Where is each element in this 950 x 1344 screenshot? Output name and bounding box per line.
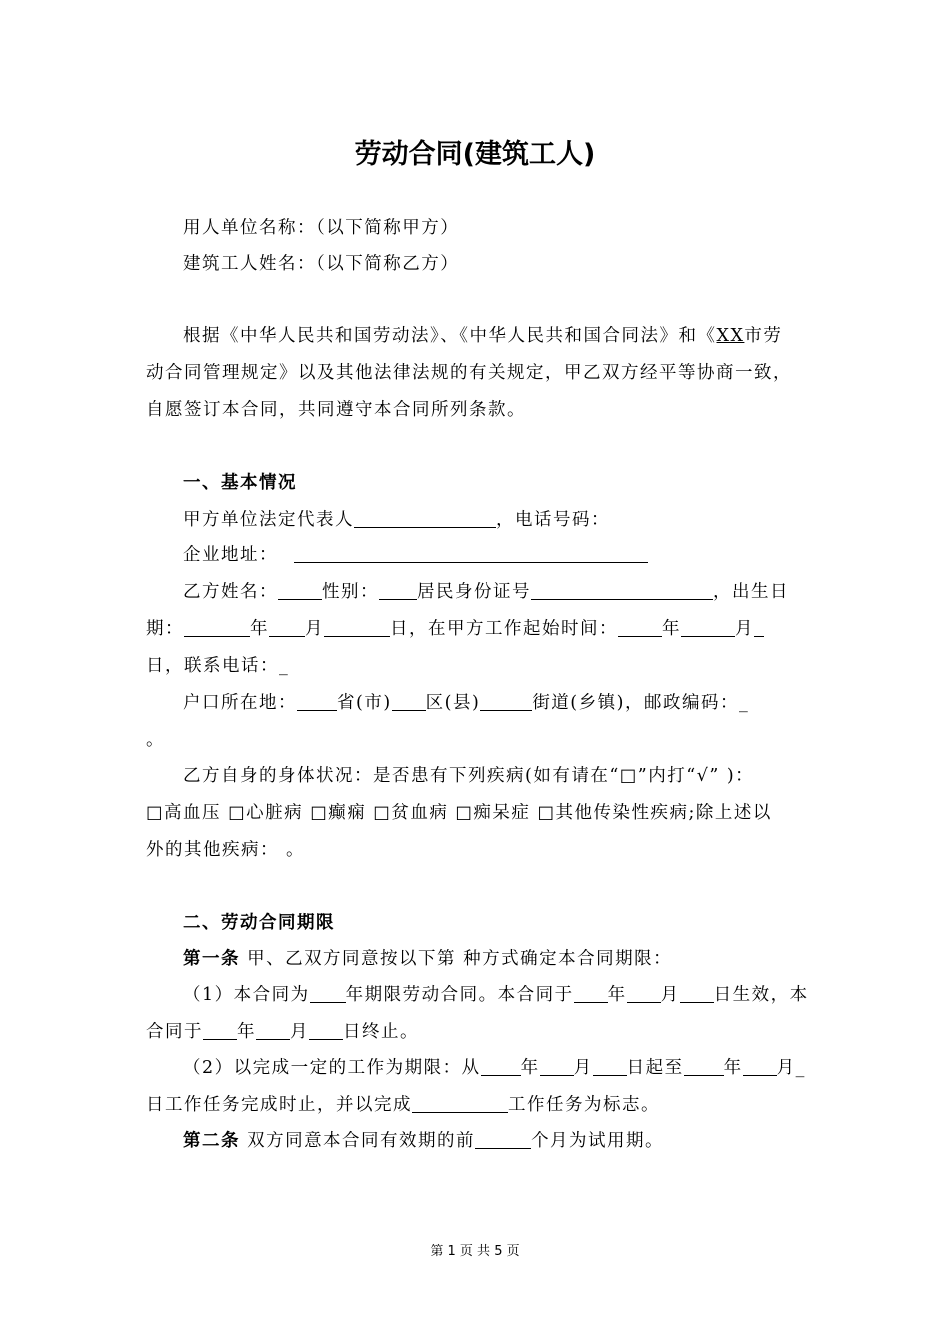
worker-line: 建筑工人姓名：（以下简称乙方）: [183, 254, 460, 274]
province-field[interactable]: [297, 686, 337, 711]
option-1-line-2: [146, 1014, 419, 1050]
label: （1）本合同为: [183, 985, 310, 1005]
hukou-line: [183, 685, 749, 721]
to-month-field[interactable]: [743, 1051, 777, 1076]
label: 年: [723, 1058, 743, 1078]
article-2: [183, 1123, 664, 1159]
from-month-field[interactable]: [540, 1051, 574, 1076]
legal-rep-line: [183, 502, 610, 538]
label: 年: [520, 1058, 540, 1078]
label: 年: [662, 619, 681, 639]
label: 企业地址：: [183, 545, 278, 565]
label: 期：: [146, 619, 184, 639]
birth-year-field[interactable]: [184, 612, 250, 637]
label: 户口所在地：: [183, 693, 297, 713]
from-year-field[interactable]: [481, 1051, 521, 1076]
label: 省(市): [337, 693, 392, 713]
preamble-line-1: [183, 318, 782, 354]
hukou-line-end: 。: [146, 730, 165, 750]
preamble-line-3: 自愿签订本合同，共同遵守本合同所列条款。: [146, 400, 526, 420]
label: 居民身份证号: [417, 582, 531, 602]
effective-year-field[interactable]: [574, 978, 608, 1003]
birth-month-field[interactable]: [269, 612, 305, 637]
address-line: [183, 537, 648, 573]
other-disease-line: 外的其他疾病： 。: [146, 840, 306, 860]
employer-line: 用人单位名称：（以下简称甲方）: [183, 218, 460, 238]
label: 合同于: [146, 1022, 203, 1042]
option-2-line-2: [146, 1087, 660, 1123]
label: 月: [660, 985, 680, 1005]
label: 日工作任务完成时止，并以完成: [146, 1095, 412, 1115]
from-day-field[interactable]: [593, 1051, 627, 1076]
preamble-text: 市劳: [744, 326, 783, 346]
gender-field[interactable]: [379, 575, 417, 600]
to-year-field[interactable]: [684, 1051, 724, 1076]
disease-checkboxes[interactable]: □高血压 □心脏病 □癫痫 □贫血病 □痴呆症 □其他传染性疾病;除上述以: [146, 803, 772, 823]
option-2-line-1: [183, 1050, 806, 1086]
article-text: 甲、乙双方同意按以下第 种方式确定本合同期限：: [240, 949, 673, 969]
health-line: 乙方自身的身体状况：是否患有下列疾病(如有请在“□”内打“√” )：: [183, 766, 755, 786]
effective-day-field[interactable]: [680, 978, 714, 1003]
label: 街道(乡镇)，邮政编码：_: [532, 693, 750, 713]
preamble-text: 根据《中华人民共和国劳动法》、《中华人民共和国合同法》和《: [183, 326, 717, 346]
street-field[interactable]: [480, 686, 532, 711]
birth-day-field[interactable]: [324, 612, 390, 637]
label: 月: [290, 1022, 309, 1042]
article-text: 双方同意本合同有效期的前: [240, 1131, 476, 1151]
start-day-field[interactable]: [754, 612, 764, 637]
label: 月_: [776, 1058, 806, 1078]
end-year-field[interactable]: [203, 1015, 237, 1040]
document-title: 劳动合同(建筑工人): [354, 139, 596, 170]
label: 日起至: [626, 1058, 684, 1078]
end-day-field[interactable]: [309, 1015, 343, 1040]
label: 日终止。: [343, 1022, 419, 1042]
label: 年: [237, 1022, 256, 1042]
article-label: 第二条: [183, 1131, 240, 1151]
legal-rep-field[interactable]: [354, 503, 496, 528]
effective-month-field[interactable]: [627, 978, 661, 1003]
label: 年期限劳动合同。本合同于: [345, 985, 574, 1005]
start-year-field[interactable]: [618, 612, 662, 637]
label: 年: [607, 985, 627, 1005]
preamble-line-2: 动合同管理规定》以及其他法律法规的有关规定，甲乙双方经平等协商一致，: [146, 363, 792, 383]
label: 甲方单位法定代表人: [183, 510, 354, 530]
city-placeholder: XX: [716, 326, 745, 346]
label: 工作任务为标志。: [508, 1095, 660, 1115]
label: （2）以完成一定的工作为期限：从: [183, 1058, 481, 1078]
label: 日生效，本: [713, 985, 809, 1005]
probation-months-field[interactable]: [475, 1124, 531, 1149]
article-label: 第一条: [183, 949, 240, 969]
label: 月: [573, 1058, 593, 1078]
label: ，电话号码：: [496, 510, 610, 530]
address-field[interactable]: [294, 538, 648, 563]
term-years-field[interactable]: [310, 978, 346, 1003]
label: 日，在甲方工作起始时间：: [390, 619, 618, 639]
name-field[interactable]: [278, 575, 322, 600]
option-1-line-1: [183, 977, 809, 1013]
label: 性别：: [322, 582, 379, 602]
label: 月: [735, 619, 754, 639]
task-field[interactable]: [412, 1088, 508, 1113]
article-text: 个月为试用期。: [531, 1131, 665, 1151]
section-1-heading: 一、基本情况: [183, 473, 297, 493]
id-number-field[interactable]: [531, 575, 713, 600]
page-footer: 第 1 页 共 5 页: [430, 1244, 520, 1259]
section-2-heading: 二、劳动合同期限: [183, 913, 335, 933]
label: 年: [250, 619, 269, 639]
label: 区(县): [425, 693, 481, 713]
article-1: [183, 941, 672, 977]
label: ，出生日: [713, 582, 789, 602]
end-month-field[interactable]: [256, 1015, 290, 1040]
birth-date-line: [146, 611, 764, 647]
label: 月: [305, 619, 324, 639]
start-month-field[interactable]: [681, 612, 735, 637]
contact-line: 日，联系电话：_: [146, 656, 290, 676]
label: 乙方姓名：: [183, 582, 278, 602]
district-field[interactable]: [392, 686, 426, 711]
worker-info-line: [183, 574, 789, 610]
